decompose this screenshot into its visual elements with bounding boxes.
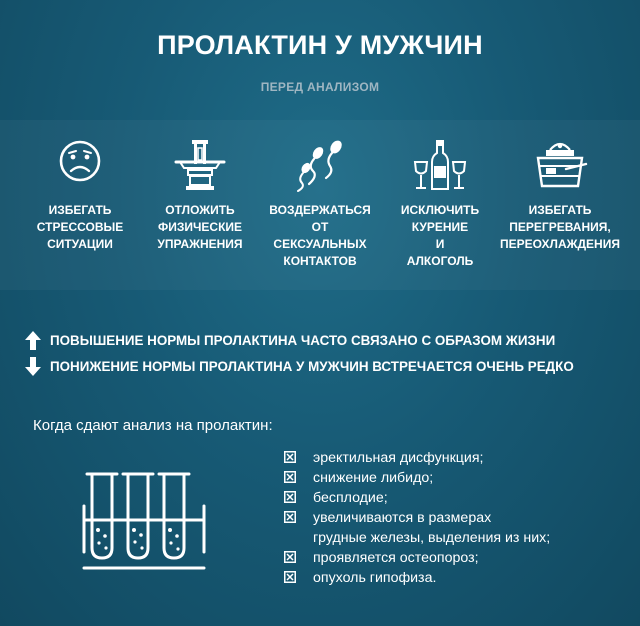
tip-label: ИЗБЕГАТЬ ПЕРЕГРЕВАНИЯ, ПЕРЕОХЛАЖДЕНИЯ <box>500 203 620 251</box>
list-item <box>284 468 624 488</box>
tip-abstinence <box>260 138 380 270</box>
tip-label: ОТЛОЖИТЬ ФИЗИЧЕСКИЕ УПРАЖНЕНИЯ <box>157 203 243 251</box>
wine-bottle-glasses-icon <box>380 138 500 200</box>
arrow-up-icon <box>24 331 42 350</box>
page-title: ПРОЛАКТИН У МУЖЧИН <box>157 30 483 60</box>
gym-machine-icon <box>140 138 260 200</box>
arrow-down-icon <box>24 357 42 376</box>
checkbox-x-icon <box>284 551 298 563</box>
list-item-text: эректильная дисфункция; <box>313 450 484 466</box>
checkbox-x-icon <box>284 471 298 483</box>
stat-increase <box>24 328 555 352</box>
checkbox-x-icon <box>284 571 298 583</box>
tip-label: ВОЗДЕРЖАТЬСЯ ОТ СЕКСУАЛЬНЫХ КОНТАКТОВ <box>269 203 371 268</box>
list-item <box>284 548 624 568</box>
stat-text: ПОНИЖЕНИЕ НОРМЫ ПРОЛАКТИНА У МУЖЧИН ВСТРЕЧАЕТСЯ ОЧЕНЬ РЕДКО <box>50 358 574 374</box>
list-item-text: снижение либидо; <box>313 470 434 486</box>
stat-text: ПОВЫШЕНИЕ НОРМЫ ПРОЛАКТИНА ЧАСТО СВЯЗАНО С ОБРАЗОМ ЖИЗНИ <box>50 332 556 348</box>
list-item <box>284 508 624 548</box>
tip-label: ИСКЛЮЧИТЬ КУРЕНИЕ И АЛКОГОЛЬ <box>400 203 480 268</box>
checkbox-x-icon <box>284 491 298 503</box>
sauna-bucket-icon <box>500 138 620 200</box>
tip-smoking-alcohol <box>380 138 500 270</box>
list-item <box>284 568 624 588</box>
tip-exercise <box>140 138 260 253</box>
test-tubes-icon <box>82 470 206 576</box>
tip-temperature <box>500 138 620 253</box>
page-subtitle: ПЕРЕД АНАЛИЗОМ <box>260 80 380 94</box>
indications-title: Когда сдают анализ на пролактин: <box>33 417 273 434</box>
list-item-text: опухоль гипофиза. <box>313 570 437 586</box>
list-item <box>284 448 624 468</box>
list-item-text: увеличиваются в размерах грудные железы, выделения из них; <box>313 510 551 546</box>
list-item <box>284 488 624 508</box>
tip-label: ИЗБЕГАТЬ СТРЕССОВЫЕ СИТУАЦИИ <box>36 203 124 251</box>
indications-list <box>284 448 624 588</box>
sperm-icon <box>260 138 380 200</box>
tip-stress <box>20 138 140 253</box>
list-item-text: проявляется остеопороз; <box>313 550 479 566</box>
sad-face-icon <box>20 138 140 200</box>
checkbox-x-icon <box>284 451 298 463</box>
stat-decrease <box>24 354 574 378</box>
list-item-text: бесплодие; <box>313 490 388 506</box>
checkbox-x-icon <box>284 511 298 523</box>
